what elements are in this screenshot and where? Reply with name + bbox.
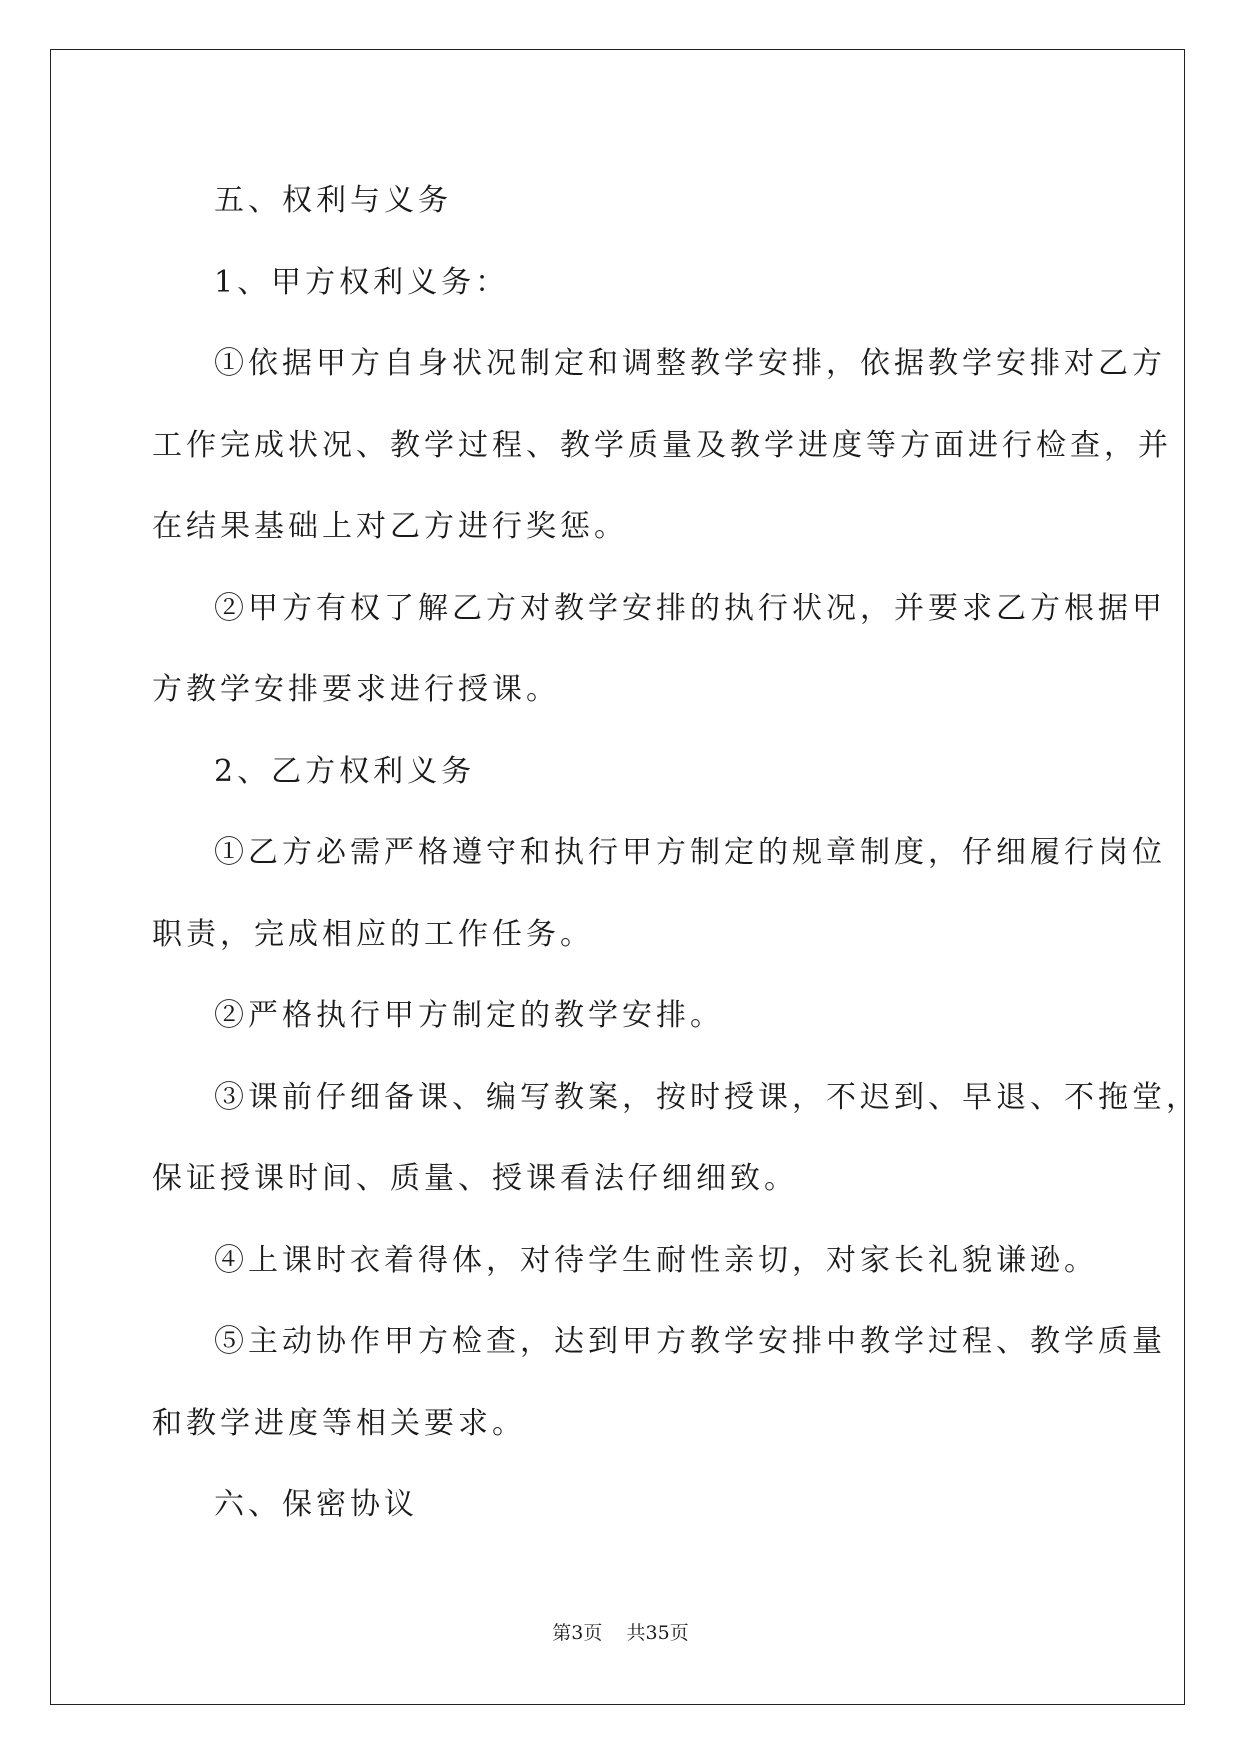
- paragraph-line: 工作完成状况、教学过程、教学质量及教学进度等方面进行检查，并: [152, 427, 1172, 463]
- section-heading-5: 五、权利与义务: [214, 183, 452, 218]
- paragraph-line: 在结果基础上对乙方进行奖惩。: [152, 509, 628, 544]
- subsection-heading-party-a: 1、甲方权利义务：: [214, 264, 510, 300]
- paragraph-line: ①依据甲方自身状况制定和调整教学安排，依据教学安排对乙方: [214, 346, 1166, 381]
- page-label-suffix: 页: [583, 1622, 603, 1644]
- paragraph-line: ③课前仔细备课、编写教案，按时授课，不迟到、早退、不拖堂，: [214, 1079, 1200, 1115]
- subsection-heading-party-b: 2、乙方权利义务: [214, 753, 476, 789]
- page-label-prefix: 第: [552, 1622, 572, 1644]
- total-label-prefix: 共: [626, 1622, 646, 1644]
- paragraph-line: ⑤主动协作甲方检查，达到甲方教学安排中教学过程、教学质量: [214, 1324, 1166, 1359]
- paragraph-line: ④上课时衣着得体，对待学生耐性亲切，对家长礼貌谦逊。: [214, 1242, 1098, 1278]
- paragraph-line: ①乙方必需严格遵守和执行甲方制定的规章制度，仔细履行岗位: [214, 835, 1166, 870]
- paragraph-line: ②严格执行甲方制定的教学安排。: [214, 998, 724, 1033]
- section-heading-6: 六、保密协议: [214, 1487, 418, 1522]
- paragraph-line: ②甲方有权了解乙方对教学安排的执行状况，并要求乙方根据甲: [214, 590, 1166, 626]
- page-footer: [0, 1618, 1241, 1645]
- paragraph-line: 保证授课时间、质量、授课看法仔细细致。: [152, 1161, 798, 1196]
- paragraph-line: 方教学安排要求进行授课。: [152, 672, 560, 707]
- paragraph-line: 和教学进度等相关要求。: [152, 1405, 526, 1441]
- paragraph-line: 职责，完成相应的工作任务。: [152, 916, 594, 952]
- total-pages-number: 35: [645, 1622, 670, 1644]
- current-page-number: 3: [571, 1622, 584, 1644]
- total-label-suffix: 页: [669, 1622, 689, 1644]
- document-body: [152, 160, 1200, 1546]
